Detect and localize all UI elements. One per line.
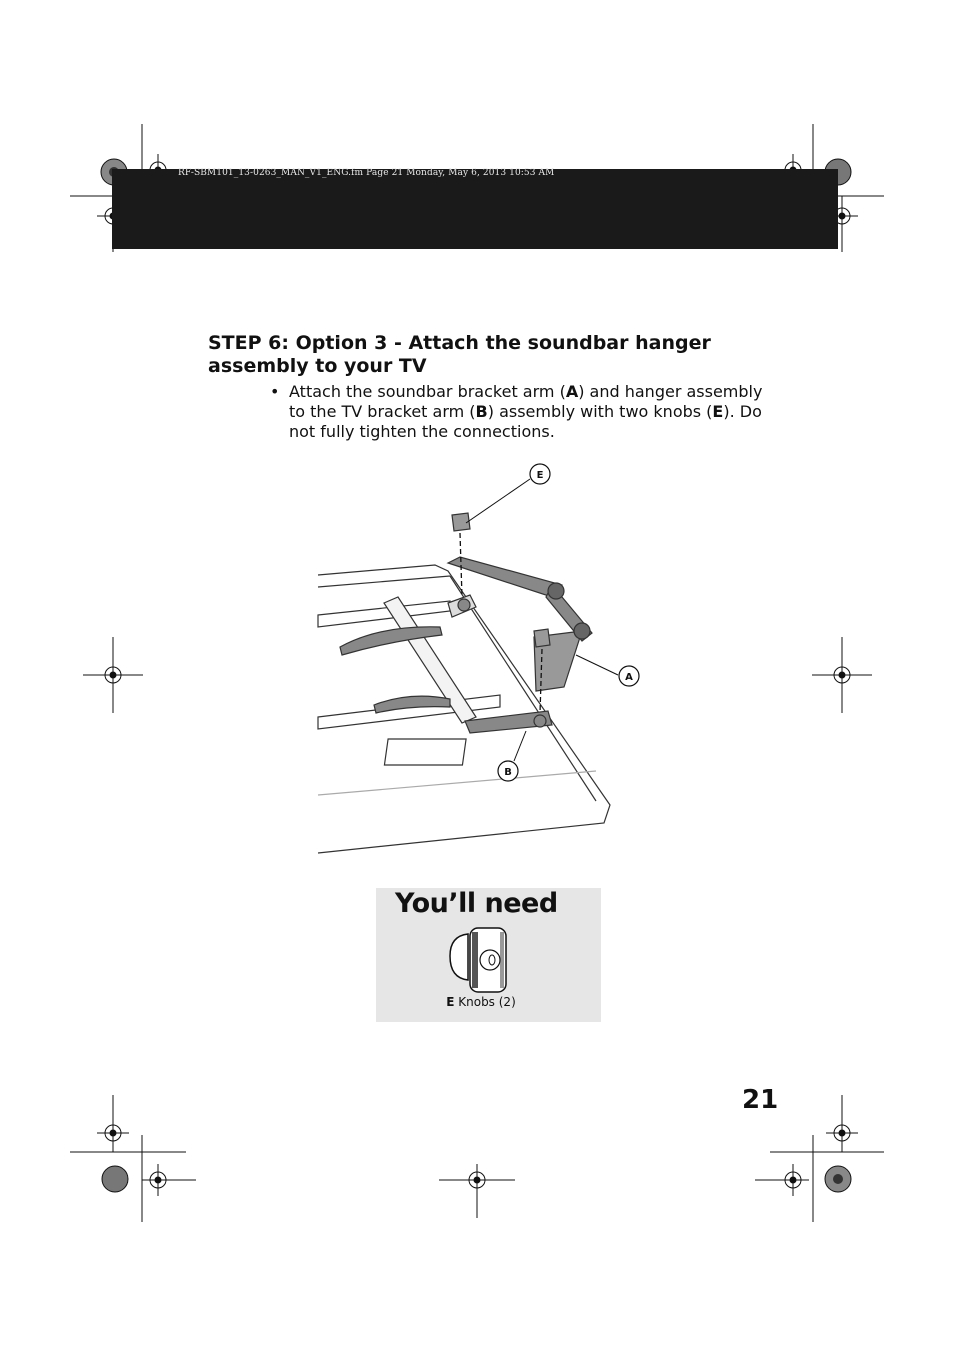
youll-need-title: You’ll need <box>395 888 558 919</box>
callout-a-label: A <box>625 672 633 683</box>
callout-b-label: B <box>504 767 512 778</box>
knob-caption: E Knobs (2) <box>446 995 516 1009</box>
step-title: STEP 6: Option 3 - Attach the soundbar hanger assembly to your TV <box>208 332 711 377</box>
bullet-marker: • <box>270 382 280 401</box>
page-number: 21 <box>742 1085 779 1115</box>
assembly-diagram <box>300 455 640 865</box>
youll-need-box <box>376 888 601 1022</box>
header-bar <box>112 169 838 249</box>
knob-icon <box>446 926 510 996</box>
instruction-text: Attach the soundbar bracket arm (A) and hanger assembly to the TV bracket arm (B) assembly with two knobs (E). Do not fully tighten the connections. <box>289 382 763 441</box>
file-slug: RF-SBM101_13-0263_MAN_V1_ENG.fm Page 21 Monday, May 6, 2013 10:53 AM <box>178 168 555 178</box>
callout-e-label: E <box>536 470 544 481</box>
